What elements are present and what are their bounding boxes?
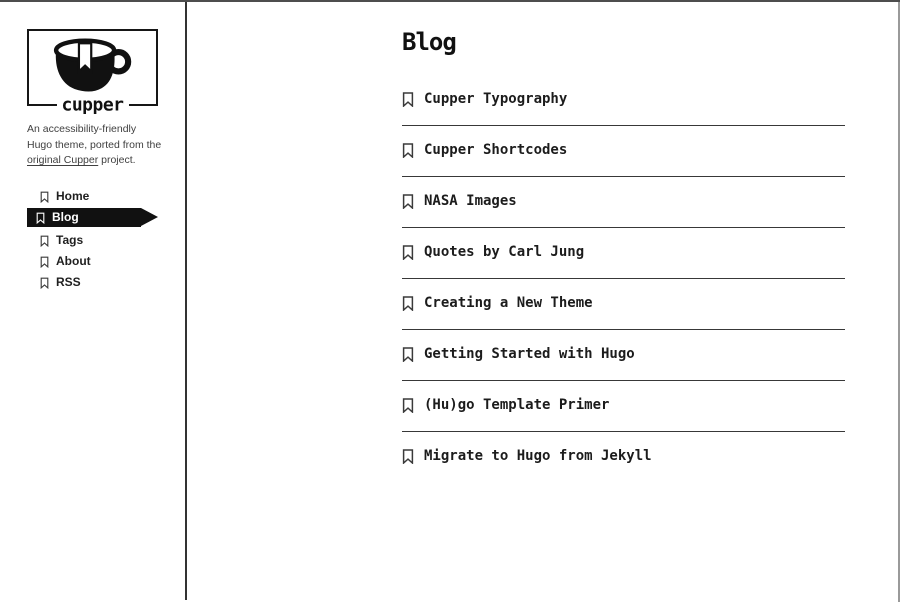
post-item[interactable]	[402, 279, 845, 330]
bookmark-icon	[402, 296, 414, 311]
site-wordmark: cupper	[56, 95, 128, 116]
bookmark-icon	[402, 398, 414, 413]
bookmark-icon	[402, 143, 414, 158]
nav-item-about[interactable]	[27, 252, 141, 271]
bookmark-icon	[36, 212, 45, 224]
post-title: NASA Images	[424, 193, 517, 209]
post-title: Quotes by Carl Jung	[424, 244, 585, 260]
bookmark-icon	[402, 449, 414, 464]
page-title: Blog	[402, 28, 456, 56]
nav-item-label: Home	[56, 189, 90, 203]
post-title: Getting Started with Hugo	[424, 346, 635, 362]
bookmark-icon	[402, 194, 414, 209]
bookmark-icon	[402, 92, 414, 107]
bookmark-icon	[40, 256, 49, 268]
nav-item-label: Blog	[52, 210, 79, 224]
bookmark-icon	[402, 347, 414, 362]
post-item[interactable]	[402, 381, 845, 432]
post-title: (Hu)go Template Primer	[424, 397, 610, 413]
bookmark-icon	[40, 191, 49, 203]
bookmark-icon	[40, 277, 49, 289]
post-item[interactable]	[402, 432, 845, 482]
post-item[interactable]	[402, 126, 845, 177]
site-tagline	[27, 122, 163, 169]
cup-with-bookmark-icon	[49, 38, 137, 96]
post-list	[402, 75, 845, 482]
original-cupper-link[interactable]: original Cupper	[27, 154, 99, 166]
post-title: Cupper Typography	[424, 91, 568, 107]
post-item[interactable]	[402, 75, 845, 126]
post-item[interactable]	[402, 228, 845, 279]
nav-list	[27, 187, 141, 294]
bookmark-icon	[402, 245, 414, 260]
tagline-text: project.	[98, 154, 136, 166]
site-logo[interactable]	[27, 29, 158, 116]
post-item[interactable]	[402, 177, 845, 228]
nav-item-blog[interactable]	[27, 208, 141, 227]
post-title: Migrate to Hugo from Jekyll	[424, 448, 652, 464]
nav-item-home[interactable]	[27, 187, 141, 206]
tagline-text: An accessibility-friendly Hugo theme, ported from the	[27, 123, 162, 151]
nav-item-label: About	[56, 254, 91, 268]
nav-item-label: RSS	[56, 275, 81, 289]
post-item[interactable]	[402, 330, 845, 381]
nav-item-label: Tags	[56, 233, 84, 247]
sidebar	[0, 2, 187, 600]
main-content	[402, 27, 845, 482]
bookmark-icon	[40, 235, 49, 247]
post-title: Creating a New Theme	[424, 295, 593, 311]
nav-item-tags[interactable]	[27, 231, 141, 250]
nav-item-rss[interactable]	[27, 273, 141, 292]
post-title: Cupper Shortcodes	[424, 142, 568, 158]
